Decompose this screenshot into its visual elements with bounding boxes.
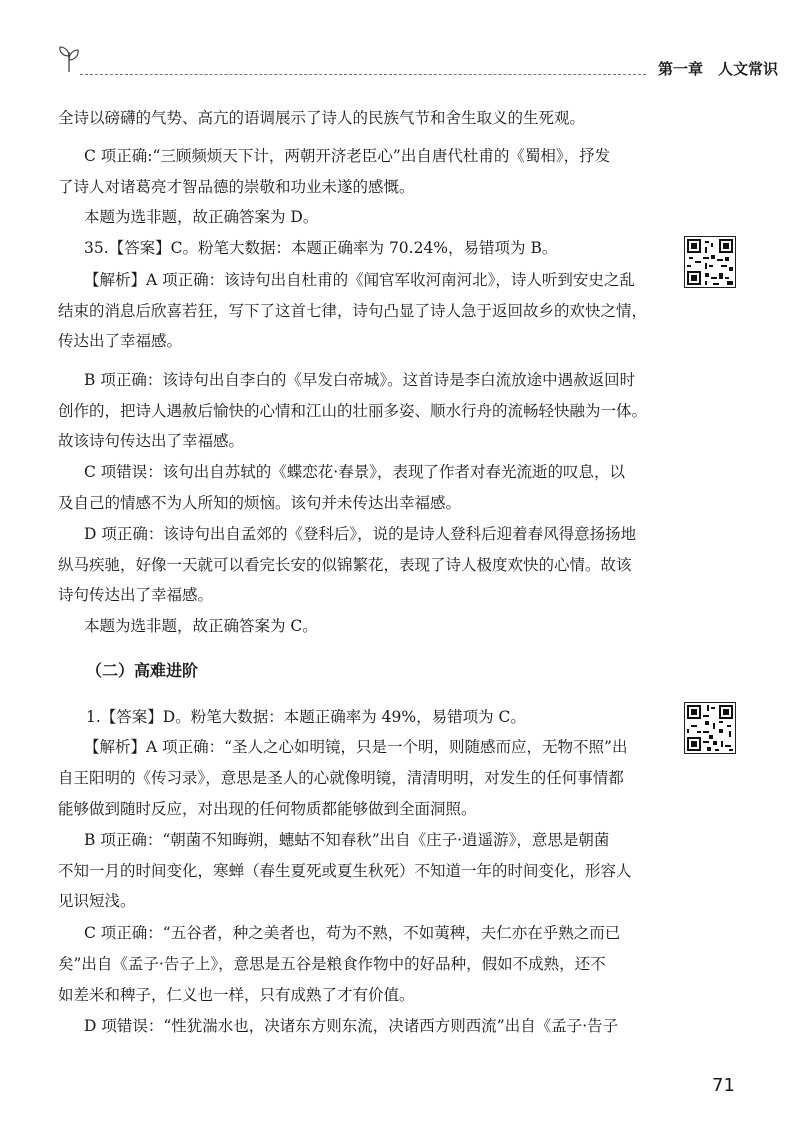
text-line: 能够做到随时反应，对出现的任何物质都能够做到全面洞照。	[58, 800, 477, 818]
text-line: 如差米和稗子，仁义也一样，只有成熟了才有价值。	[58, 986, 415, 1004]
qr-code-icon[interactable]	[684, 236, 736, 288]
text-line: B 项正确：该诗句出自李白的《早发白帝城》。这首诗是李白流放途中遇赦返回时	[84, 371, 636, 389]
chapter-label: 第一章	[658, 60, 704, 78]
text-line: C 项错误：该句出自苏轼的《蝶恋花·春景》，表现了作者对春光流逝的叹息，以	[84, 463, 625, 481]
text-line: 本题为选非题，故正确答案为 D。	[84, 208, 319, 226]
text-line: 见识短浅。	[58, 892, 136, 910]
text-line: 诗句传达出了幸福感。	[58, 586, 214, 604]
answer-line: 1.【答案】D。粉笔大数据：本题正确率为 49%，易错项为 C。	[86, 708, 526, 726]
page-number: 71	[712, 1075, 735, 1096]
text-line: D 项正确：该诗句出自孟郊的《登科后》，说的是诗人登科后迎着春风得意扬扬地	[84, 525, 637, 543]
text-line: 本题为选非题，故正确答案为 C。	[84, 617, 318, 635]
answer-line: 35.【答案】C。粉笔大数据：本题正确率为 70.24%，易错项为 B。	[84, 239, 558, 257]
text-line: 结束的消息后欣喜若狂，写下了这首七律，诗句凸显了诗人急于返回故乡的欢快之情，	[58, 302, 648, 320]
section-title: 人文常识	[718, 60, 779, 78]
analysis-line: 【解析】A 项正确：“圣人之心如明镜，只是一个明，则随感而应，无物不照”出	[84, 738, 628, 756]
text-line: 矣”出自《孟子·告子上》，意思是五谷是粮食作物中的好品种，假如不成熟，还不	[58, 955, 606, 973]
text-line: 不知一月的时间变化，寒蝉（春生夏死或夏生秋死）不知道一年的时间变化，形容人	[58, 862, 632, 880]
text-line: 了诗人对诸葛亮才智品德的崇敬和功业未遂的感慨。	[58, 178, 415, 196]
text-line: 全诗以磅礴的气势、高亢的语调展示了诗人的民族气节和舍生取义的生死观。	[58, 109, 586, 127]
text-line: C 项正确：“五谷者，种之美者也，苟为不熟，不如荑稗，夫仁亦在乎熟之而已	[84, 924, 621, 942]
text-line: 创作的，把诗人遇赦后愉快的心情和江山的壮丽多姿、顺水行舟的流畅轻快融为一体。	[58, 402, 648, 420]
analysis-line: 【解析】A 项正确：该诗句出自杜甫的《闻官军收河南河北》，诗人听到安史之乱	[84, 271, 635, 289]
leaf-icon	[58, 44, 80, 74]
text-line: 自王阳明的《传习录》，意思是圣人的心就像明镜，清清明明，对发生的任何事情都	[58, 769, 624, 787]
text-line: B 项正确：“朝菌不知晦朔，蟪蛄不知春秋”出自《庄子·逍遥游》，意思是朝菌	[84, 831, 610, 849]
qr-code-icon[interactable]	[684, 702, 736, 754]
header-rule	[80, 74, 646, 75]
text-line: D 项错误：“性犹湍水也，决诸东方则东流，决诸西方则西流”出自《孟子·告子	[84, 1017, 619, 1035]
subheading: （二）高难进阶	[86, 661, 199, 680]
text-line: 纵马疾驰，好像一天就可以看完长安的似锦繁花，表现了诗人极度欢快的心情。故该	[58, 556, 632, 574]
text-line: 传达出了幸福感。	[58, 332, 183, 350]
text-line: 故该诗句传达出了幸福感。	[58, 432, 245, 450]
text-line: 及自己的情感不为人所知的烦恼。该句并未传达出幸福感。	[58, 494, 462, 512]
running-header	[58, 56, 798, 80]
text-line: C 项正确:“三顾频烦天下计，两朝开济老臣心”出自唐代杜甫的《蜀相》，抒发	[84, 147, 611, 165]
